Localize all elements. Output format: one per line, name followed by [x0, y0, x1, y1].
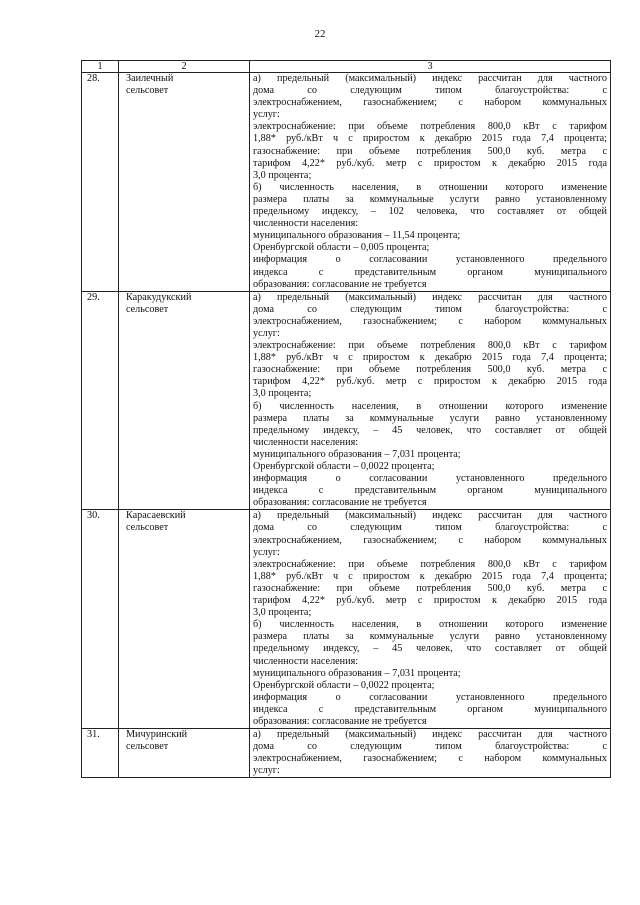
text-line: электроснабжением, газоснабжением; с набором коммунальных: [253, 534, 607, 546]
name-line: сельсовет: [126, 85, 169, 97]
text-line: 1,88* руб./кВт ч с приростом к декабрю 2015 года 7,4 процента;: [253, 352, 607, 364]
text-line: тарифом 4,22* руб./куб. метр с приростом к декабрю 2015 года: [253, 595, 607, 607]
text-line: услуг:: [253, 109, 280, 121]
text-line: предельному индексу, – 45 человек, что составляет от общей: [253, 643, 607, 655]
name-line: Мичуринский: [126, 729, 188, 741]
text-line: услуг:: [253, 546, 280, 558]
description-cell: [250, 729, 611, 778]
text-line: тарифом 4,22* руб./куб. метр с приростом к декабрю 2015 года: [253, 157, 607, 169]
text-line: предельному индексу, – 45 человек, что составляет от общей: [253, 424, 607, 436]
text-line: предельному индексу, – 102 человека, что составляет от общей: [253, 206, 607, 218]
name-line: сельсовет: [126, 303, 169, 315]
text-line: услуг:: [253, 327, 280, 339]
text-line: а) предельный (максимальный) индекс рассчитан для частного: [253, 729, 607, 741]
document-table: [81, 60, 611, 778]
text-line: 1,88* руб./кВт ч с приростом к декабрю 2015 года 7,4 процента;: [253, 570, 607, 582]
text-line: электроснабжение: при объеме потребления 800,0 кВт с тарифом: [253, 558, 607, 570]
text-line: муниципального образования – 7,031 процента;: [253, 667, 461, 679]
municipality-name: [119, 729, 250, 778]
text-line: информация о согласовании установленного предельного: [253, 691, 607, 703]
text-line: дома со следующим типом благоустройства: с: [253, 303, 607, 315]
text-line: тарифом 4,22* руб./куб. метр с приростом к декабрю 2015 года: [253, 376, 607, 388]
text-line: 3,0 процента;: [253, 169, 312, 181]
text-line: размера платы за коммунальные услуги равно установленному: [253, 412, 607, 424]
text-line: индекса с представительным органом муниципального: [253, 485, 607, 497]
text-line: газоснабжение: при объеме потребления 500,0 куб. метра с: [253, 582, 607, 594]
text-line: численности населения:: [253, 218, 359, 230]
text-line: численности населения:: [253, 655, 359, 667]
header-cell-name: 2: [119, 61, 250, 73]
table-row: [82, 73, 611, 292]
name-line: Заилечный: [126, 73, 174, 84]
text-line: Оренбургской области – 0,0022 процента;: [253, 461, 435, 472]
name-line: Карасаевский: [126, 510, 186, 522]
text-line: электроснабжением, газоснабжением; с набором коммунальных: [253, 753, 607, 765]
text-line: муниципального образования – 11,54 процента;: [253, 230, 461, 242]
text-line: Оренбургской области – 0,005 процента;: [253, 242, 430, 254]
text-line: 1,88* руб./кВт ч с приростом к декабрю 2015 года 7,4 процента;: [253, 133, 607, 145]
text-line: информация о согласовании установленного предельного: [253, 473, 607, 485]
name-line: сельсовет: [126, 522, 169, 534]
municipality-name: [119, 291, 250, 510]
text-line: б) численность населения, в отношении которого изменение: [253, 619, 607, 631]
text-line: а) предельный (максимальный) индекс рассчитан для частного: [253, 291, 607, 303]
text-line: газоснабжение: при объеме потребления 500,0 куб. метра с: [253, 145, 607, 157]
page-number: 22: [314, 28, 326, 40]
description-cell: [250, 291, 611, 510]
text-line: образования: согласование не требуется: [253, 497, 427, 509]
row-number: 28.: [82, 73, 119, 292]
text-line: индекса с представительным органом муниципального: [253, 703, 607, 715]
municipality-name: [119, 73, 250, 292]
table-header-row: [82, 61, 611, 73]
text-line: электроснабжение: при объеме потребления 800,0 кВт с тарифом: [253, 340, 607, 352]
text-line: б) численность населения, в отношении которого изменение: [253, 400, 607, 412]
text-line: газоснабжение: при объеме потребления 500,0 куб. метра с: [253, 364, 607, 376]
text-line: муниципального образования – 7,031 процента;: [253, 448, 461, 460]
name-line: сельсовет: [126, 741, 169, 753]
text-line: численности населения:: [253, 436, 359, 448]
row-number: 29.: [82, 291, 119, 510]
header-cell-number: 1: [82, 61, 119, 73]
header-cell-text: 3: [250, 61, 611, 73]
row-number: 31.: [82, 729, 119, 778]
text-line: 3,0 процента;: [253, 607, 312, 619]
table-row: [82, 729, 611, 778]
row-number: 30.: [82, 510, 119, 729]
text-line: дома со следующим типом благоустройства: с: [253, 85, 607, 97]
text-line: электроснабжением, газоснабжением; с набором коммунальных: [253, 315, 607, 327]
text-line: образования: согласование не требуется: [253, 715, 427, 727]
text-line: Оренбургской области – 0,0022 процента;: [253, 679, 435, 691]
text-line: а) предельный (максимальный) индекс рассчитан для частного: [253, 510, 607, 522]
name-line: Каракудукский: [126, 291, 192, 303]
text-line: размера платы за коммунальные услуги равно установленному: [253, 631, 607, 643]
description-cell: [250, 510, 611, 729]
text-line: электроснабжением, газоснабжением; с набором коммунальных: [253, 97, 607, 109]
table-row: [82, 291, 611, 510]
text-line: услуг:: [253, 765, 280, 777]
text-line: дома со следующим типом благоустройства: с: [253, 741, 607, 753]
text-line: б) численность населения, в отношении которого изменение: [253, 181, 607, 193]
text-line: размера платы за коммунальные услуги равно установленному: [253, 193, 607, 205]
text-line: дома со следующим типом благоустройства: с: [253, 522, 607, 534]
text-line: индекса с представительным органом муниципального: [253, 266, 607, 278]
text-line: 3,0 процента;: [253, 388, 312, 400]
text-line: информация о согласовании установленного предельного: [253, 254, 607, 266]
text-line: а) предельный (максимальный) индекс рассчитан для частного: [253, 73, 607, 84]
municipality-name: [119, 510, 250, 729]
text-line: образования: согласование не требуется: [253, 278, 427, 290]
description-cell: [250, 73, 611, 292]
text-line: электроснабжение: при объеме потребления 800,0 кВт с тарифом: [253, 121, 607, 133]
table-row: [82, 510, 611, 729]
